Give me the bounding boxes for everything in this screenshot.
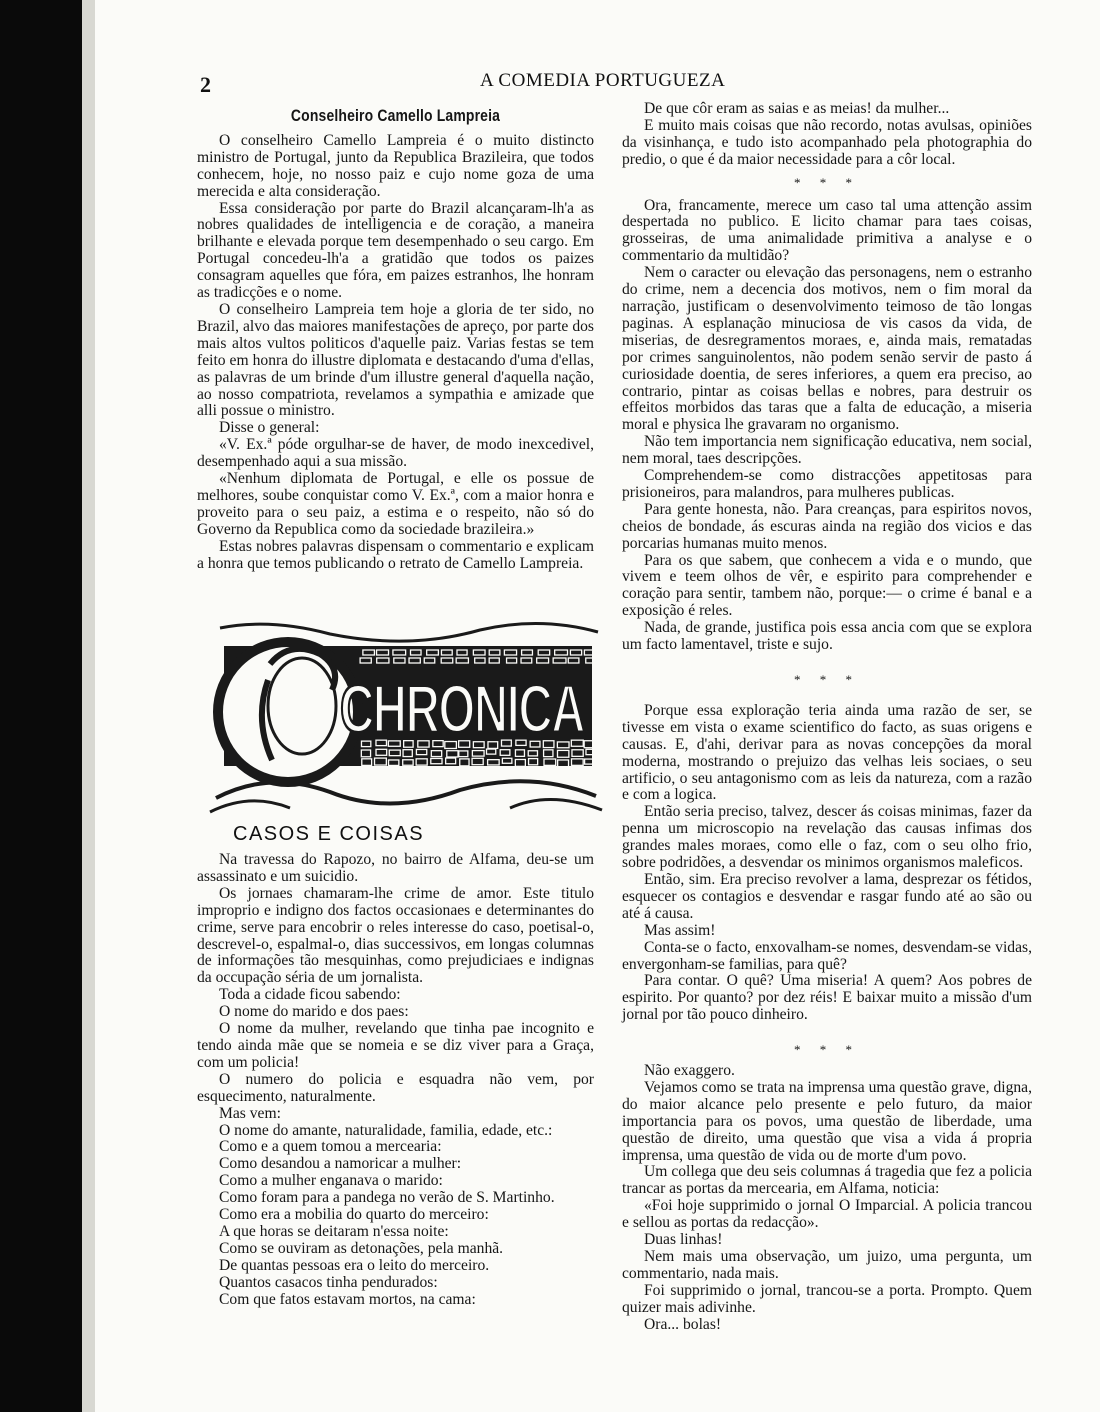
- paragraph: E muito mais coisas que não recordo, notas avulsas, opiniões da visinhança, e tudo isto acompanhado pela photographia do predio, o que é da maior necessidade para a côr local.: [622, 116, 1032, 168]
- paragraph: O nome da mulher, revelando que tinha pae incognito e tendo ainda mãe que se nomeia e se diz viver para a Graça, com um policia!: [197, 1020, 594, 1071]
- article-body-part-d: [622, 1063, 1032, 1334]
- paragraph: Foi supprimido o jornal, trancou-se a porta. Prompto. Quem quizer mais adivinhe.: [622, 1281, 1032, 1316]
- paragraph: «Nenhum diplomata de Portugal, e elle os possue de melhores, soube conquistar como V. Ex.ª, com a maior honra e proveito para o seu paiz, a estima e o respeito, não só do Governo da Republica como da sociedade brazileira.»: [197, 470, 594, 538]
- paragraph: Para os que sabem, que conhecem a vida e o mundo, que vivem e teem olhos de vêr, e espirito para comprehender e coração para sentir, tambem não, porque:— o crime é banal e a exposição é reles.: [622, 551, 1032, 620]
- paragraph: Essa consideração por parte do Brazil alcançaram-lh'a as nobres qualidades de intelligencia e de coração, a maneira brilhante e elevada porque tem desempenhado o seu cargo. Em Portugal concedeu-lh'a a gratidão que todos os paizes consagram aquelles que fóra, em paizes estranhos, lhe honram as tradicções e o nome.: [197, 199, 594, 302]
- section-title: CASOS E COISAS: [233, 823, 425, 845]
- page-number: 2: [200, 72, 211, 97]
- paragraph: Estas nobres palavras dispensam o commentario e explicam a honra que temos publicando o retrato de Camello Lampreia.: [197, 537, 594, 572]
- paragraph: Ora... bolas!: [644, 1315, 722, 1333]
- banner-word: CHRONICA: [340, 671, 585, 747]
- paragraph: Duas linhas!: [644, 1231, 723, 1249]
- paragraph: De quantas pessoas era o leito do merceiro.: [219, 1256, 490, 1274]
- chronica-illustration: [210, 620, 602, 828]
- paragraph: Para contar. O quê? Uma miseria! A quem? Aos pobres de espirito. Por quanto? por dez réis! E baixar muito a missão d'um jornal por tão pouco dinheiro.: [622, 972, 1032, 1024]
- paragraph: O conselheiro Lampreia tem hoje a gloria de ter sido, no Brazil, alvo das maiores manifestações de apreço, por parte dos mais altos vultos politicos d'aquelle paiz. Varias festas se tem feito em honra do illustre diplomata e destacando d'uma d'ellas, as palavras de um brinde d'um illustre general d'aquella nação, ao nosso compatriota, revelamos a sympathia e amizade que alli possue o ministro.: [197, 300, 594, 420]
- paragraph: Ora, francamente, merece um caso tal uma attenção assim despertada no publico. E licito chamar para taes coisas, grosseiras, de uma animalidade primitiva a analyse e o commentario da multidão?: [622, 196, 1032, 265]
- paragraph: Não exaggero.: [644, 1062, 735, 1080]
- running-header: A COMEDIA PORTUGUEZA: [480, 70, 726, 91]
- paragraph: «Foi hoje supprimido o jornal O Imparcial. A policia trancou e sellou as portas da redacção».: [622, 1197, 1032, 1232]
- article-body: [197, 852, 594, 1308]
- paragraph: Como se ouviram as detonações, pela manhã.: [219, 1239, 504, 1257]
- paragraph: Porque essa exploração teria ainda uma razão de ser, se tivesse em vista o exame scientifico do facto, as suas origens e causas. E, d'ahi, derivar para as novas concepções da moral moderna, mostrando o prejuizo das velhas leis sociaes, o seu artificio, o seu antagonismo com as leis da natureza, com a razão e com a logica.: [622, 701, 1032, 804]
- paragraph: Vejamos como se trata na imprensa uma questão grave, digna, do maior alcance pelo presente e pelo futuro, da maior importancia para os povos, uma questão de liberdade, uma questão de direito, uma questão que visa a vida á propria imprensa, uma questão de vida ou de morte d'um povo.: [622, 1078, 1032, 1164]
- paragraph: Mas assim!: [644, 921, 716, 939]
- paragraph: Como foram para a pandega no verão de S. Martinho.: [219, 1189, 555, 1207]
- portrait-woman-face: [268, 658, 336, 754]
- paragraph: Na travessa do Rapozo, no bairro de Alfama, deu-se um assassinato e um suicidio.: [197, 851, 594, 885]
- paragraph: Comprehendem-se como distracções appetitosas para prisioneiros, para malandros, para mulheres publicas.: [622, 467, 1032, 501]
- section-separator: * * *: [794, 672, 860, 687]
- paragraph: Os jornaes chamaram-lhe crime de amor. Este titulo improprio e indigno dos factos occasionaes e determinantes do crime, serve para encobrir o reles interesse do caso, poetisal-o, descrevel-o, espalmal-o, dias successivos, em longas columnas de informações tão mesquinhas, como prejudiciaes e indignas da occupação séria de um jornalista.: [197, 884, 594, 987]
- paragraph: Então, sim. Era preciso revolver a lama, desprezar os fétidos, esquecer os contagios e desvendar e rasgar fundo até ao são ou até á causa.: [622, 870, 1032, 922]
- article-body-part-a: [622, 101, 1032, 169]
- paragraph: Como e a quem tomou a mercearia:: [219, 1138, 442, 1156]
- paragraph: De que côr eram as saias e as meias! da mulher...: [644, 100, 950, 117]
- paragraph: Nada, de grande, justifica pois essa ancia com que se explora um facto lamentavel, triste e sujo.: [622, 619, 1032, 654]
- paragraph: Para gente honesta, não. Para creanças, para espiritos novos, cheios de bondade, ás escuras ainda na região dos vicios e das porcarias humanas muito menos.: [622, 500, 1032, 552]
- paragraph: O conselheiro Camello Lampreia é o muito distincto ministro de Portugal, junto da Republica Brazileira, que todos conhecem, hoje, no nosso paiz e cujo nome goza de uma merecida e alta consideração.: [197, 131, 594, 200]
- article-title: Conselheiro Camello Lampreia: [290, 106, 501, 125]
- paragraph: Mas vem:: [219, 1104, 281, 1122]
- paragraph: O nome do marido e dos paes:: [219, 1003, 409, 1021]
- paragraph: Disse o general:: [219, 419, 320, 437]
- paragraph: Não tem importancia nem significação educativa, nem social, nem moral, taes descripções.: [622, 433, 1032, 468]
- paragraph: Como desandou a namoricar a mulher:: [219, 1155, 462, 1173]
- paragraph: Com que fatos estavam mortos, na cama:: [219, 1290, 476, 1308]
- paragraph: Então seria preciso, talvez, descer ás coisas minimas, fazer da penna um microscopio na revelação das causas infimas dos grandes males moraes, como elle o faz, com o seu olho frio, sobre podridões, a desvendar os minimos organismos maleficos.: [622, 803, 1032, 872]
- chronica-banner: [210, 620, 602, 828]
- article-body-part-c: [622, 703, 1032, 1024]
- binding-strip: [82, 0, 95, 1412]
- paragraph: O nome do amante, naturalidade, familia, edade, etc.:: [219, 1121, 553, 1139]
- section-separator: * * *: [794, 174, 860, 190]
- paragraph: O numero do policia e esquadra não vem, por esquecimento, naturalmente.: [197, 1070, 594, 1105]
- paragraph: A que horas se deitaram n'essa noite:: [219, 1222, 449, 1240]
- paragraph: Conta-se o facto, enxovalham-se nomes, desvendam-se vidas, envergonham-se familias, para quê?: [622, 938, 1032, 973]
- section-separator: * * *: [794, 1042, 860, 1058]
- paragraph: Quantos casacos tinha pendurados:: [219, 1273, 438, 1291]
- paragraph: Como era a mobilia do quarto do merceiro:: [219, 1206, 489, 1224]
- article-body-part-b: [622, 198, 1032, 654]
- paragraph: Nem o caracter ou elevação das personagens, nem o estranho do crime, nem a decencia dos motivos, nem o fim moral da narração, justificam o desenvolvimento teimoso de tão longas paginas. A esplanação minuciosa de vis casos da vida, de miserias, de desregramentos moraes, e, ainda mais, rematadas por crimes sanguinolentos, não podem senão servir de pasto á curiosidade doentia, de seres inferiores, a quem era preciso, ao contrario, pintar as coisas bellas e nobres, para destruir os effeitos morbidos das taras que a falta de educação, a miseria moral e physica lhe gravaram no organismo.: [622, 264, 1032, 434]
- paragraph: «V. Ex.ª póde orgulhar-se de haver, de modo inexcedivel, desempenhado aqui a sua missão.: [197, 436, 594, 471]
- paragraph: Um collega que deu seis columnas á tragedia que fez a policia trancar as portas da mercearia, em Alfama, noticia:: [622, 1163, 1032, 1198]
- paragraph: Toda a cidade ficou sabendo:: [219, 986, 401, 1004]
- casos-right-column: [622, 101, 1032, 1334]
- article-body: [197, 133, 594, 573]
- casos-left-column: [197, 852, 594, 1308]
- paragraph: Nem mais uma observação, um juizo, uma pergunta, um commentario, nada mais.: [622, 1248, 1032, 1282]
- paragraph: Como a mulher enganava o marido:: [219, 1172, 443, 1190]
- article-lampreia: [197, 108, 594, 572]
- scan-left-margin: [0, 0, 95, 1412]
